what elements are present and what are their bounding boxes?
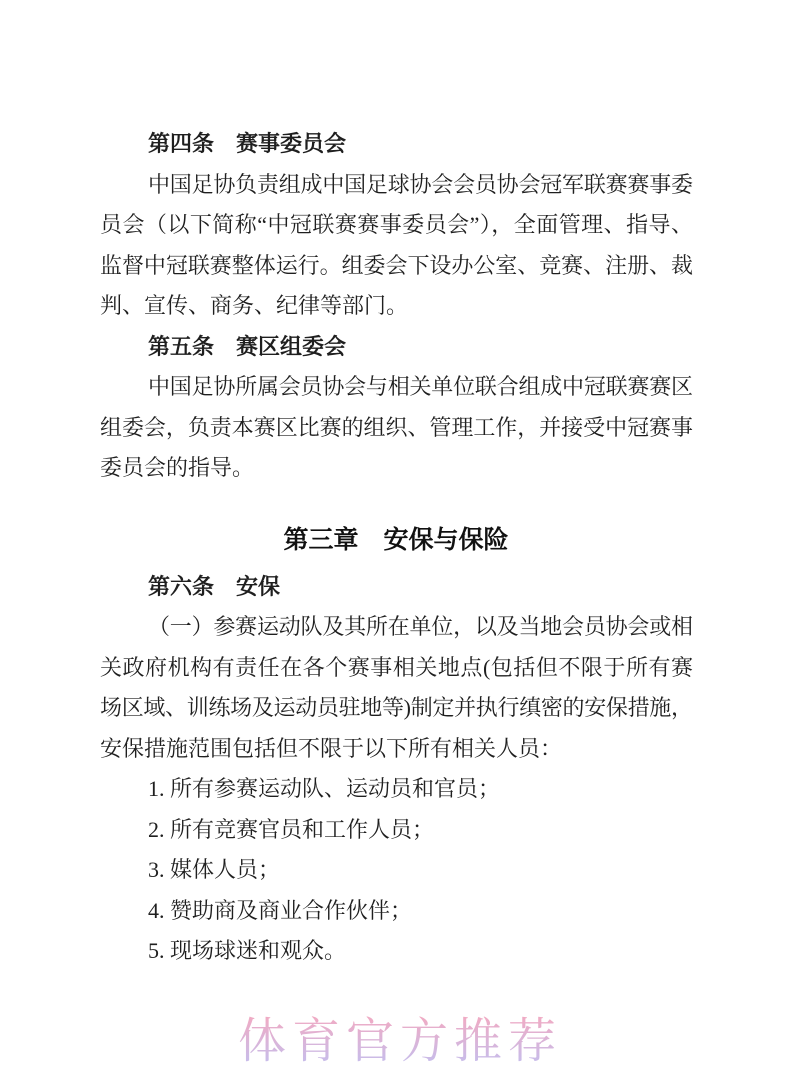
text-line: 委员会的指导。: [100, 455, 255, 480]
watermark-text: 体育官方推荐: [0, 1002, 800, 1071]
text-line: 中国足协负责组成中国足球协会会员协会冠军联赛赛事委: [148, 171, 692, 197]
article-heading-5: 第五条 赛区组委会: [148, 333, 347, 359]
article-heading-4: 第四条 赛事委员会: [148, 131, 347, 156]
text-line: 员会（以下简称“中冠联赛赛事委员会”），全面管理、指导、: [100, 212, 692, 237]
text-line: 监督中冠联赛整体运行。组委会下设办公室、竞赛、注册、裁: [100, 252, 692, 278]
text-line: 安保措施范围包括但不限于以下所有相关人员：: [100, 735, 563, 761]
list-item-1: 1. 所有参赛运动队、运动员和官员；: [148, 776, 501, 801]
document-content: [100, 124, 692, 972]
text-line: 关政府机构有责任在各个赛事相关地点(包括但不限于所有赛: [100, 654, 692, 680]
list-item-3: 3. 媒体人员；: [148, 857, 281, 882]
list-item-5: 5. 现场球迷和观众。: [148, 938, 347, 963]
list-item-4: 4. 赞助商及商业合作伙伴；: [148, 897, 413, 923]
text-line: 中国足协所属会员协会与相关单位联合组成中冠联赛赛区: [148, 374, 692, 399]
text-line: 场区域、训练场及运动员驻地等)制定并执行缜密的安保措施，: [100, 695, 692, 720]
chapter-heading: 第三章 安保与保险: [283, 525, 509, 554]
list-item-2: 2. 所有竞赛官员和工作人员；: [148, 816, 435, 842]
article-heading-6: 第六条 安保: [148, 573, 281, 599]
text-line: 判、宣传、商务、纪律等部门。: [100, 293, 409, 318]
text-line: 组委会，负责本赛区比赛的组织、管理工作，并接受中冠赛事: [100, 414, 692, 440]
text-line: （一）参赛运动队及其所在单位，以及当地会员协会或相: [148, 614, 692, 639]
